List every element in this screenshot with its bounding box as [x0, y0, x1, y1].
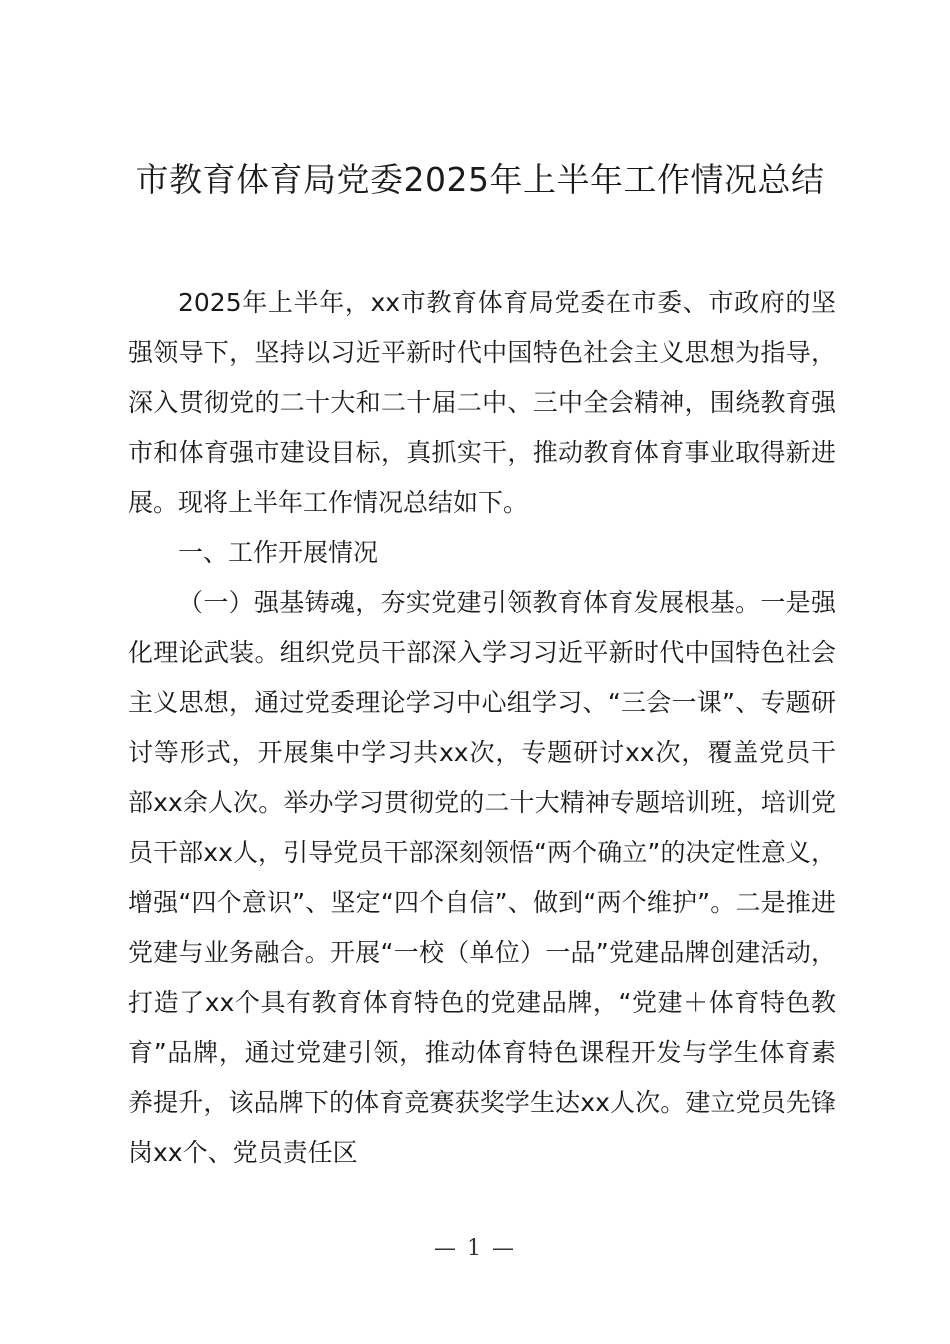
document-title: 市教育体育局党委2025年上半年工作情况总结: [135, 160, 825, 199]
body-paragraph: （一）强基铸魂，夯实党建引领教育体育发展根基。一是强化理论武装。组织党员干部深入学习习近平新时代中国特色社会主义思想，通过党委理论学习中心组学习、“三会一课”、专题研讨等形式，开展集中学习共xx次，专题研讨xx次，覆盖党员干部xx余人次。举办学习贯彻党的二十大精神专题培训班，培训党员干部xx人，引导党员干部深刻领悟“两个确立”的决定性意义，增强“四个意识”、坚定“四个自信”、做到“两个维护”。二是推进党建与业务融合。开展“一校（单位）一品”党建品牌创建活动，打造了xx个具有教育体育特色的党建品牌，“党建＋体育特色教育”品牌，通过党建引领，推动体育特色课程开发与学生体育素养提升，该品牌下的体育竞赛获奖学生达xx人次。建立党员先锋岗xx个、党员责任区: [128, 588, 836, 1167]
intro-paragraph: 2025年上半年，xx市教育体育局党委在市委、市政府的坚强领导下，坚持以习近平新时代中国特色社会主义思想为指导，深入贯彻党的二十大和二十届二中、三中全会精神，围绕教育强市和体育强市建设目标，真抓实干，推动教育体育事业取得新进展。现将上半年工作情况总结如下。: [128, 288, 836, 517]
section-heading: 一、工作开展情况: [178, 538, 379, 567]
document-body: [128, 278, 836, 1178]
page-number: — 1 —: [434, 1236, 516, 1261]
